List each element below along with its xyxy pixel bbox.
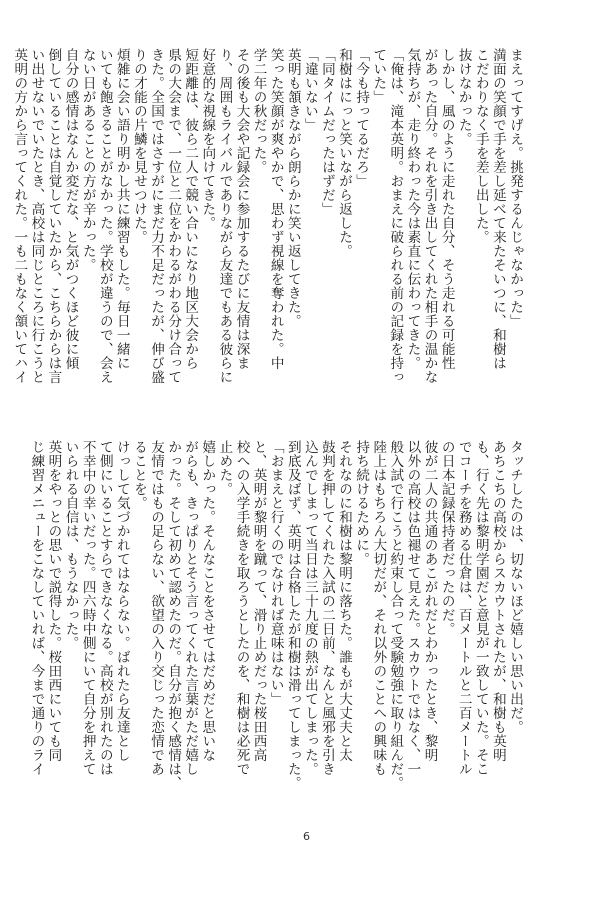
- text-column: 煩雑に会い語り明かし共に練習もした。毎日一緒に: [113, 48, 130, 370]
- text-column: きた。全国ではさすがにまだ力不足だったが、伸び盛: [148, 48, 165, 384]
- text-column: 「違いない」: [301, 48, 318, 132]
- text-column: まえってすげえ。挑発するんじゃなかった」: [507, 48, 523, 328]
- text-column: こだわりなく手を差し出した。: [472, 48, 489, 244]
- text-column: 陸上はもちろん大切だが、それ以外のことへの興味も: [370, 440, 387, 776]
- text-column: と、英明が黎明を蹴って、滑り止めだった桜田西高: [250, 440, 267, 762]
- text-column: りの才能の片鱗を見せつけた。: [130, 48, 147, 244]
- text-column: 到底及ばず、英明は合格したが和樹は滑ってしまった。: [284, 440, 301, 790]
- text-column: の日本記録保持者だったのだ。: [438, 440, 455, 636]
- text-column: でコーチを務める仕倉は、百メートルと二百メートル: [455, 440, 472, 776]
- text-column: かった。そして初めて認めたのだ。自分が抱く感情は、: [165, 440, 182, 790]
- text-column: 般入試で行こうと約束し合って受験勉強に取り組んだ。: [387, 440, 404, 790]
- text-column: 英明をやっとの思いで説得した。桜田西にいても同: [45, 440, 62, 762]
- text-column: 「おまえと行くのでなければ意味はない」: [267, 440, 284, 706]
- text-column: 気持ちが、走り終わった今は素直に伝わってきた。: [404, 48, 421, 370]
- text-column: 倒していることは自覚していたから、こちらからは言: [45, 48, 62, 384]
- text-column: 彼が二人の共通のあこがれだとわかったとき、黎明: [421, 440, 438, 762]
- text-column: ることを。: [130, 440, 147, 510]
- text-column: いても飽きることがなかった。学校が違うので、会え: [96, 48, 113, 384]
- text-column: タッチしたのは、切ないほど嬉しい思い出だ。: [507, 440, 523, 734]
- text-column: 自分の感情はなんか変だな、と気がつくほど彼に傾: [62, 48, 79, 370]
- text-column: 「同タイムだったはずだ」: [318, 48, 335, 216]
- text-column: 持ち続けるために。: [353, 440, 370, 566]
- text-column: も、行く先は黎明学園だと意見が一致していた。そこ: [472, 440, 489, 776]
- text-column: 「俺は、滝本英明。おまえに破られる前の記録を持っ: [387, 48, 404, 384]
- text-column: 英明も頷きながら朗らかに笑い返してきた。: [284, 48, 301, 328]
- text-column: 友情ではもの足らない、欲望の入り交じった恋情であ: [148, 440, 165, 776]
- text-column: 学二年の秋だった。: [250, 48, 267, 174]
- text-column: 不幸中の幸いだった。四六時中側にいて自分を押えて: [79, 440, 96, 776]
- text-column: けっして気づかれてはならない。ばれたら友達とし: [113, 440, 130, 762]
- top-text-block: [11, 48, 523, 384]
- text-column: がらも、きっぱりとそう言ってくれた言葉がただ嬉し: [182, 440, 199, 776]
- text-column: い出せないでいたとき、高校は同じところに行こうと: [28, 48, 45, 384]
- text-column: 以外の高校は色褪せて見えた。スカウトではなく、一: [404, 440, 421, 776]
- text-column: いられる自信は、もうなかった。: [62, 440, 79, 650]
- text-column: 嬉しかった。そんなことをさせてはだめだと思いな: [199, 440, 216, 762]
- text-column: それなのに和樹は黎明に落ちた。誰もが大丈夫と太: [336, 440, 353, 762]
- text-column: 短距離は、彼ら二人で競い合いになり地区大会から: [182, 48, 199, 370]
- text-column: 鼓判を押してくれた入試の二日前、なんと風邪を引き: [318, 440, 335, 776]
- text-column: て側にいることすらできなくなる。高校が別れたのは: [96, 440, 113, 776]
- text-column: り、周囲もライバルでありながら友達でもある彼らに: [216, 48, 233, 384]
- text-column: 好意的な視線を向けてきた。: [199, 48, 216, 230]
- text-column: 「今も持ってるだろ」: [353, 48, 370, 188]
- text-column: 県の大会まで、一位と二位をかわるがわる分け合って: [165, 48, 182, 384]
- text-column: しかし、風のように走れた自分、そう走れる可能性: [438, 48, 455, 370]
- text-column: ていた」: [370, 48, 387, 104]
- text-column: 和樹はにっと笑いながら返した。: [336, 48, 353, 258]
- text-column: あちこちの高校からスカウトされたが、和樹も英明: [489, 440, 506, 762]
- text-column: があった自分。それを引き出してくれた相手の温かな: [421, 48, 438, 384]
- text-column: 校への入学手続きを取ろうとしたのを、和樹は必死で: [233, 440, 250, 776]
- text-column: ない日があることの方が辛かった。: [79, 48, 96, 272]
- text-column: その後も大会や記録会に参加するたびに友情は深ま: [233, 48, 250, 370]
- text-column: 止めた。: [216, 440, 233, 496]
- bottom-text-block: [28, 440, 523, 790]
- text-column: 満面の笑顔で手を差し延べて来たそいつに、和樹は: [489, 48, 506, 370]
- text-column: じ練習メニューをこなしていれば、今まで通りのライ: [28, 440, 45, 776]
- text-column: 抜けなかった。: [455, 48, 472, 146]
- text-column: 込んでしまって当日は三十九度の熱が出てしまった。: [301, 440, 318, 776]
- text-column: 笑った笑顔が爽やかで、思わず視線を奪われた。中: [267, 48, 284, 370]
- page-number: 6: [303, 830, 310, 843]
- text-column: 英明の方から言ってくれた。一も二もなく頷いてハイ: [11, 48, 28, 384]
